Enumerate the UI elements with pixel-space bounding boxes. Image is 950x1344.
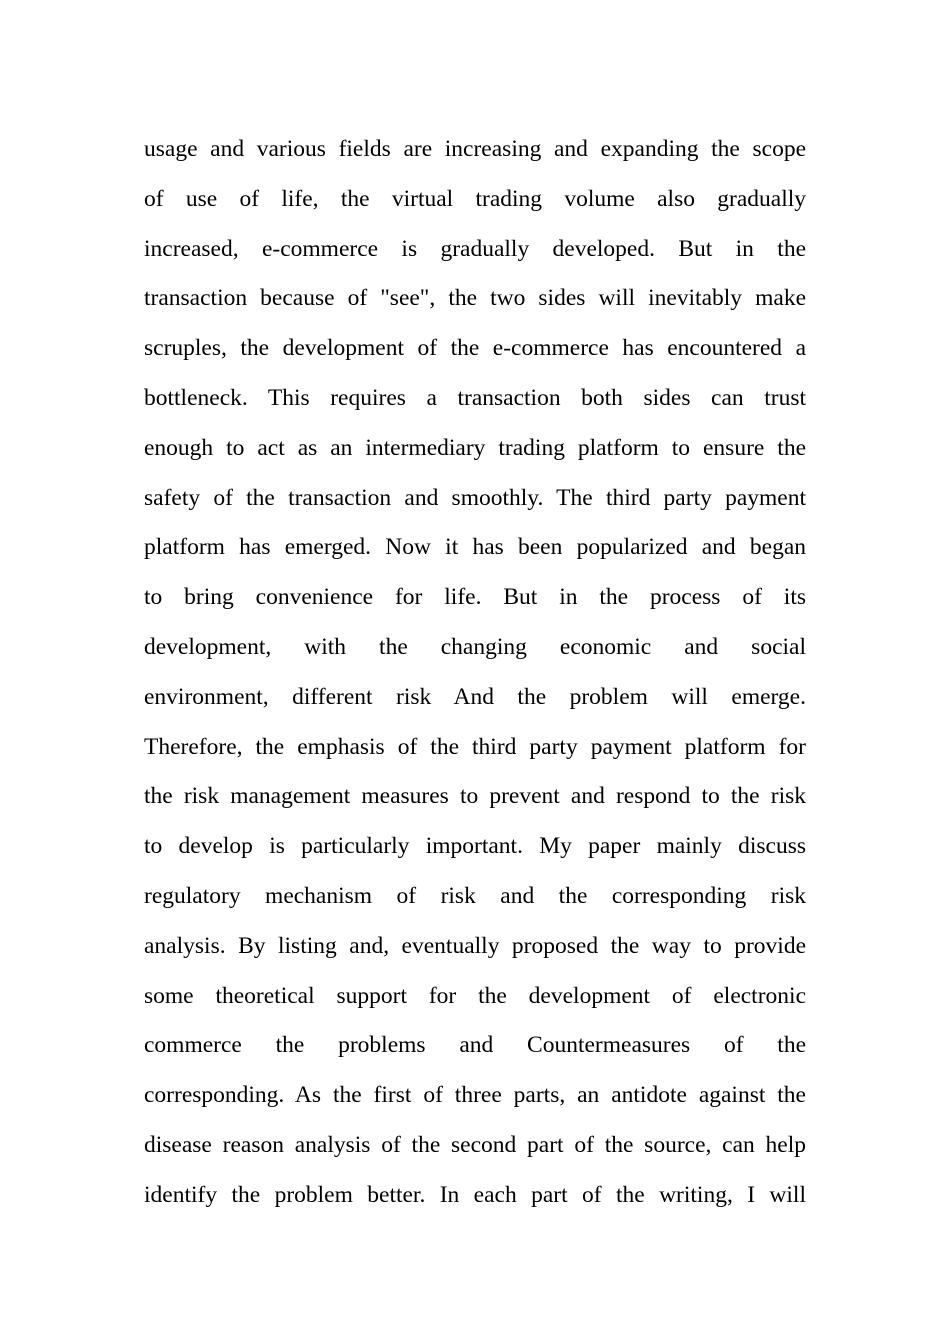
text-line: the risk management measures to prevent and respond to the risk [144, 783, 806, 810]
text-line: of use of life, the virtual trading volume also gradually [144, 185, 806, 212]
text-line: some theoretical support for the development of electronic [144, 982, 806, 1009]
text-line: transaction because of "see", the two sides will inevitably make [144, 285, 806, 312]
text-line: corresponding. As the first of three parts, an antidote against the [144, 1082, 806, 1109]
text-line: commerce the problems and Countermeasures of the [144, 1032, 806, 1059]
text-line: disease reason analysis of the second part of the source, can help [144, 1131, 806, 1158]
text-line: platform has emerged. Now it has been popularized and began [144, 534, 806, 561]
text-line: Therefore, the emphasis of the third party payment platform for [144, 733, 806, 760]
text-line: enough to act as an intermediary trading platform to ensure the [144, 434, 806, 461]
text-line: scruples, the development of the e-commerce has encountered a [144, 335, 806, 362]
text-line: regulatory mechanism of risk and the corresponding risk [144, 882, 806, 909]
text-line: development, with the changing economic and social [144, 633, 806, 660]
text-line: analysis. By listing and, eventually proposed the way to provide [144, 932, 806, 959]
text-line: bottleneck. This requires a transaction both sides can trust [144, 384, 806, 411]
text-line: safety of the transaction and smoothly. The third party payment [144, 484, 806, 511]
text-line: to develop is particularly important. My paper mainly discuss [144, 833, 806, 860]
text-line: environment, different risk And the problem will emerge. [144, 683, 806, 710]
text-line: increased, e-commerce is gradually developed. But in the [144, 235, 806, 262]
text-line: usage and various fields are increasing and expanding the scope [144, 136, 806, 162]
body-paragraph [144, 125, 806, 1221]
text-line: to bring convenience for life. But in the process of its [144, 584, 806, 611]
text-line: identify the problem better. In each part of the writing, I will [144, 1181, 806, 1208]
